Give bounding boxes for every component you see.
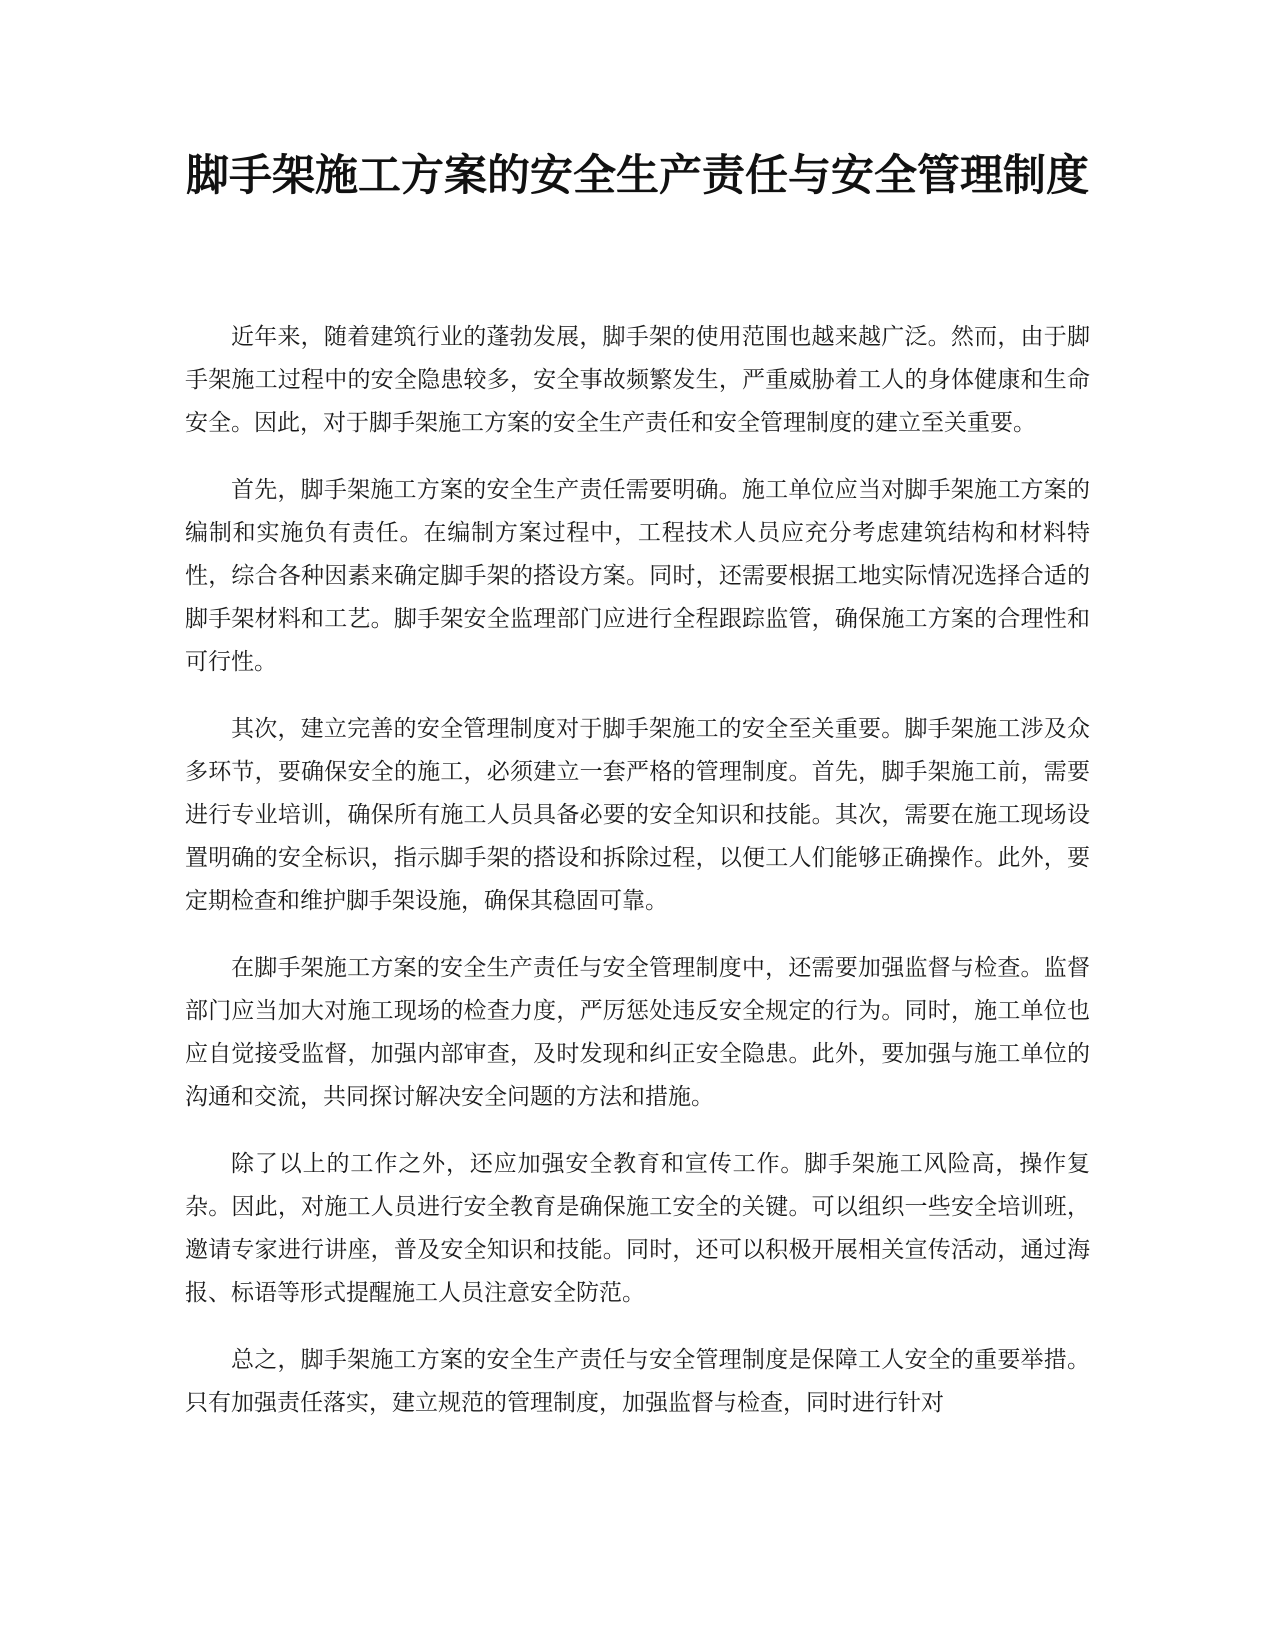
body-paragraph: 总之，脚手架施工方案的安全生产责任与安全管理制度是保障工人安全的重要举措。只有加强责任落实，建立规范的管理制度，加强监督与检查，同时进行针对 [185,1347,1090,1416]
document-body [185,316,1090,1449]
body-paragraph: 其次，建立完善的安全管理制度对于脚手架施工的安全至关重要。脚手架施工涉及众多环节，要确保安全的施工，必须建立一套严格的管理制度。首先，脚手架施工前，需要进行专业培训，确保所有施工人员具备必要的安全知识和技能。其次，需要在施工现场设置明确的安全标识，指示脚手架的搭设和拆除过程，以便工人们能够正确操作。此外，要定期检查和维护脚手架设施，确保其稳固可靠。 [185,716,1090,914]
body-paragraph: 首先，脚手架施工方案的安全生产责任需要明确。施工单位应当对脚手架施工方案的编制和实施负有责任。在编制方案过程中，工程技术人员应充分考虑建筑结构和材料特性，综合各种因素来确定脚手架的搭设方案。同时，还需要根据工地实际情况选择合适的脚手架材料和工艺。脚手架安全监理部门应进行全程跟踪监管，确保施工方案的合理性和可行性。 [185,477,1090,675]
body-paragraph: 除了以上的工作之外，还应加强安全教育和宣传工作。脚手架施工风险高，操作复杂。因此，对施工人员进行安全教育是确保施工安全的关键。可以组织一些安全培训班，邀请专家进行讲座，普及安全知识和技能。同时，还可以积极开展相关宣传活动，通过海报、标语等形式提醒施工人员注意安全防范。 [185,1151,1090,1306]
body-paragraph: 在脚手架施工方案的安全生产责任与安全管理制度中，还需要加强监督与检查。监督部门应当加大对施工现场的检查力度，严厉惩处违反安全规定的行为。同时，施工单位也应自觉接受监督，加强内部审查，及时发现和纠正安全隐患。此外，要加强与施工单位的沟通和交流，共同探讨解决安全问题的方法和措施。 [185,955,1090,1110]
document-title: 脚手架施工方案的安全生产责任与安全管理制度 [186,151,1089,201]
body-paragraph: 近年来，随着建筑行业的蓬勃发展，脚手架的使用范围也越来越广泛。然而，由于脚手架施工过程中的安全隐患较多，安全事故频繁发生，严重威胁着工人的身体健康和生命安全。因此，对于脚手架施工方案的安全生产责任和安全管理制度的建立至关重要。 [185,324,1090,436]
